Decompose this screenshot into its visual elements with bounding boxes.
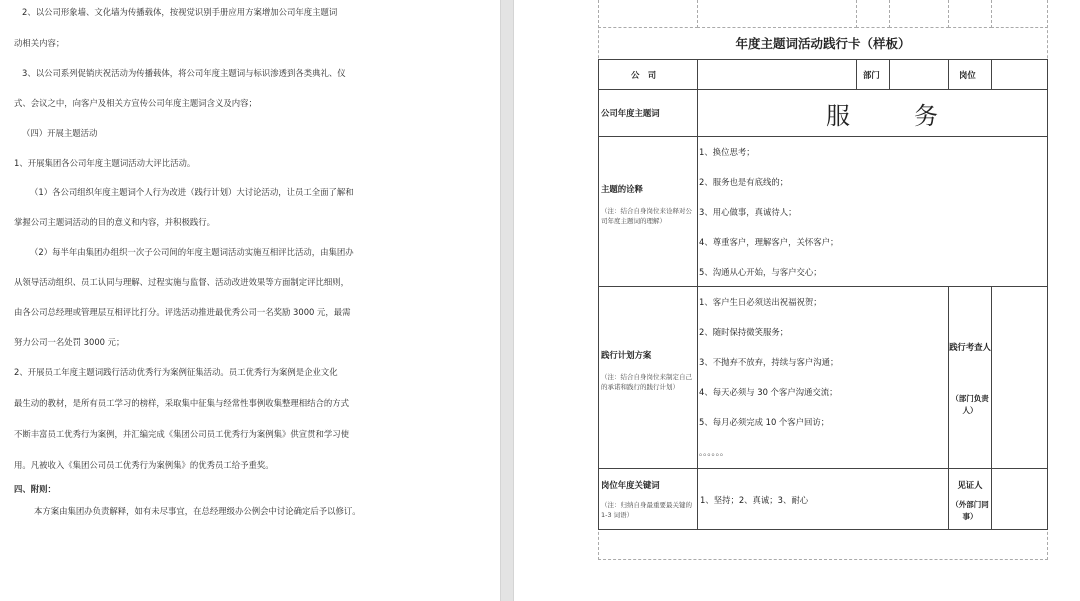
body-text-line: 1、开展集团各公司年度主题词活动大评比活动。 [14,158,196,168]
body-text-line: 不断丰富员工优秀行为案例，并汇编完成《集团公司员工优秀行为案例集》供宣贯和学习使 [14,429,349,439]
keyword-value-cell [697,468,949,530]
plan-label: 践行计划方案 [601,350,652,360]
plan-label-cell [598,286,698,469]
post-label: 岗位 [959,70,976,80]
body-text-line: （四）开展主题活动 [22,128,98,138]
theme-label-cell [598,89,698,137]
table-cell [948,0,992,28]
company-label: 公 司 [631,70,657,80]
list-item: 。。。。。。 [699,447,729,457]
list-item: 4、尊重客户，理解客户，关怀客户； [699,237,839,247]
document-page-right [514,0,1080,601]
body-text-line: 本方案由集团办负责解释，如有未尽事宜，在总经理级办公例会中讨论确定后予以修订。 [34,506,361,516]
interpret-label-cell [598,136,698,287]
body-text-line: 掌握公司主题词活动的目的意义和内容，并积极践行。 [14,217,215,227]
body-text-line: 式、会议之中，向客户及相关方宣传公司年度主题词含义及内容； [14,98,257,108]
post-label-cell [948,59,992,90]
checker-label-cell [948,286,992,469]
list-item: 5、每月必须完成 10 个客户回访； [699,417,830,427]
list-item: 4、每天必须与 30 个客户沟通交流； [699,387,838,397]
table-cell [598,0,698,28]
checker-note: （部门负责人） [951,394,989,415]
body-text-line: 2、以公司形象墙、文化墙为传播载体，按视觉识别手册应用方案增加公司年度主题词 [22,7,338,17]
body-text-line: 四、附则： [14,484,56,494]
checker-label: 践行考查人 [949,342,991,352]
list-item: 1、换位思考； [699,147,755,157]
body-text-line: （2）每半年由集团办组织一次子公司间的年度主题词活动实施互相评比活动，由集团办 [30,247,354,257]
keyword-note: （注：归纳自身最重要最关键的 1-3 词语） [601,501,692,519]
keyword-label-cell [598,468,698,530]
interpret-label: 主题的诠释 [601,184,643,194]
keyword-value: 1、坚持；2、真诚；3、耐心 [700,495,809,505]
keyword-label: 岗位年度关键词 [601,480,660,490]
body-text-line: 从领导活动组织、员工认同与理解、过程实施与监督、活动改进效果等方面制定评比细则， [14,277,349,287]
document-page-left [0,0,500,601]
table-cell [856,0,890,28]
witness-label: 见证人 [957,480,983,490]
page-border-bottom [598,559,1048,560]
practice-card-table [598,0,1048,560]
dept-label-cell [856,59,890,90]
body-text-line: 动相关内容； [14,38,65,48]
post-value-cell [991,59,1048,90]
witness-note: （外部门同事） [951,500,989,521]
dept-label: 部门 [863,70,880,80]
company-label-cell [598,59,698,90]
body-text-line: 3、以公司系列促销庆祝活动为传播载体，将公司年度主题词与标识渗透到各类典礼、仪 [22,68,346,78]
body-text-line: 最生动的教材，是所有员工学习的榜样，采取集中征集与经常性事例收集整理相结合的方式 [14,398,349,408]
interpret-note: （注：结合自身岗位来诠释对公司年度主题词的理解） [601,207,692,225]
witness-value-cell [991,468,1048,530]
plan-value-cell [697,286,949,469]
dept-value-cell [889,59,949,90]
list-item: 2、服务也是有底线的； [699,177,789,187]
list-item: 5、沟通从心开始，与客户交心； [699,267,822,277]
body-text-line: 努力公司一名处罚 3000 元； [14,337,125,347]
theme-word: 服 务 [826,102,958,130]
table-cell [991,0,1048,28]
list-item: 3、用心做事，真诚待人； [699,207,797,217]
list-item: 3、不抛弃不放弃，持续与客户沟通； [699,357,839,367]
table-cell [889,0,949,28]
plan-note: （注：结合自身岗位来制定自己的承诺和践行的践行计划） [601,373,692,391]
body-text-line: 用。凡被收入《集团公司员工优秀行为案例集》的优秀员工给予重奖。 [14,460,274,470]
page-gutter [500,0,514,601]
body-text-line: （1）各公司组织年度主题词个人行为改进（践行计划）大讨论活动，让员工全面了解和 [30,187,354,197]
body-text-line: 由各公司总经理或管理层互相评比打分。评选活动推进最优秀公司一名奖励 3000 元，最需 [14,307,351,317]
body-text-line: 2、开展员工年度主题词践行活动优秀行为案例征集活动。员工优秀行为案例是企业文化 [14,367,338,377]
checker-value-cell [991,286,1048,469]
witness-label-cell [948,468,992,530]
table-cell [697,0,857,28]
list-item: 1、客户生日必须送出祝福祝贺； [699,297,822,307]
card-title: 年度主题词活动践行卡（样板） [735,36,911,51]
company-value-cell [697,59,857,90]
theme-label: 公司年度主题词 [601,108,660,118]
list-item: 2、随时保持微笑服务； [699,327,789,337]
